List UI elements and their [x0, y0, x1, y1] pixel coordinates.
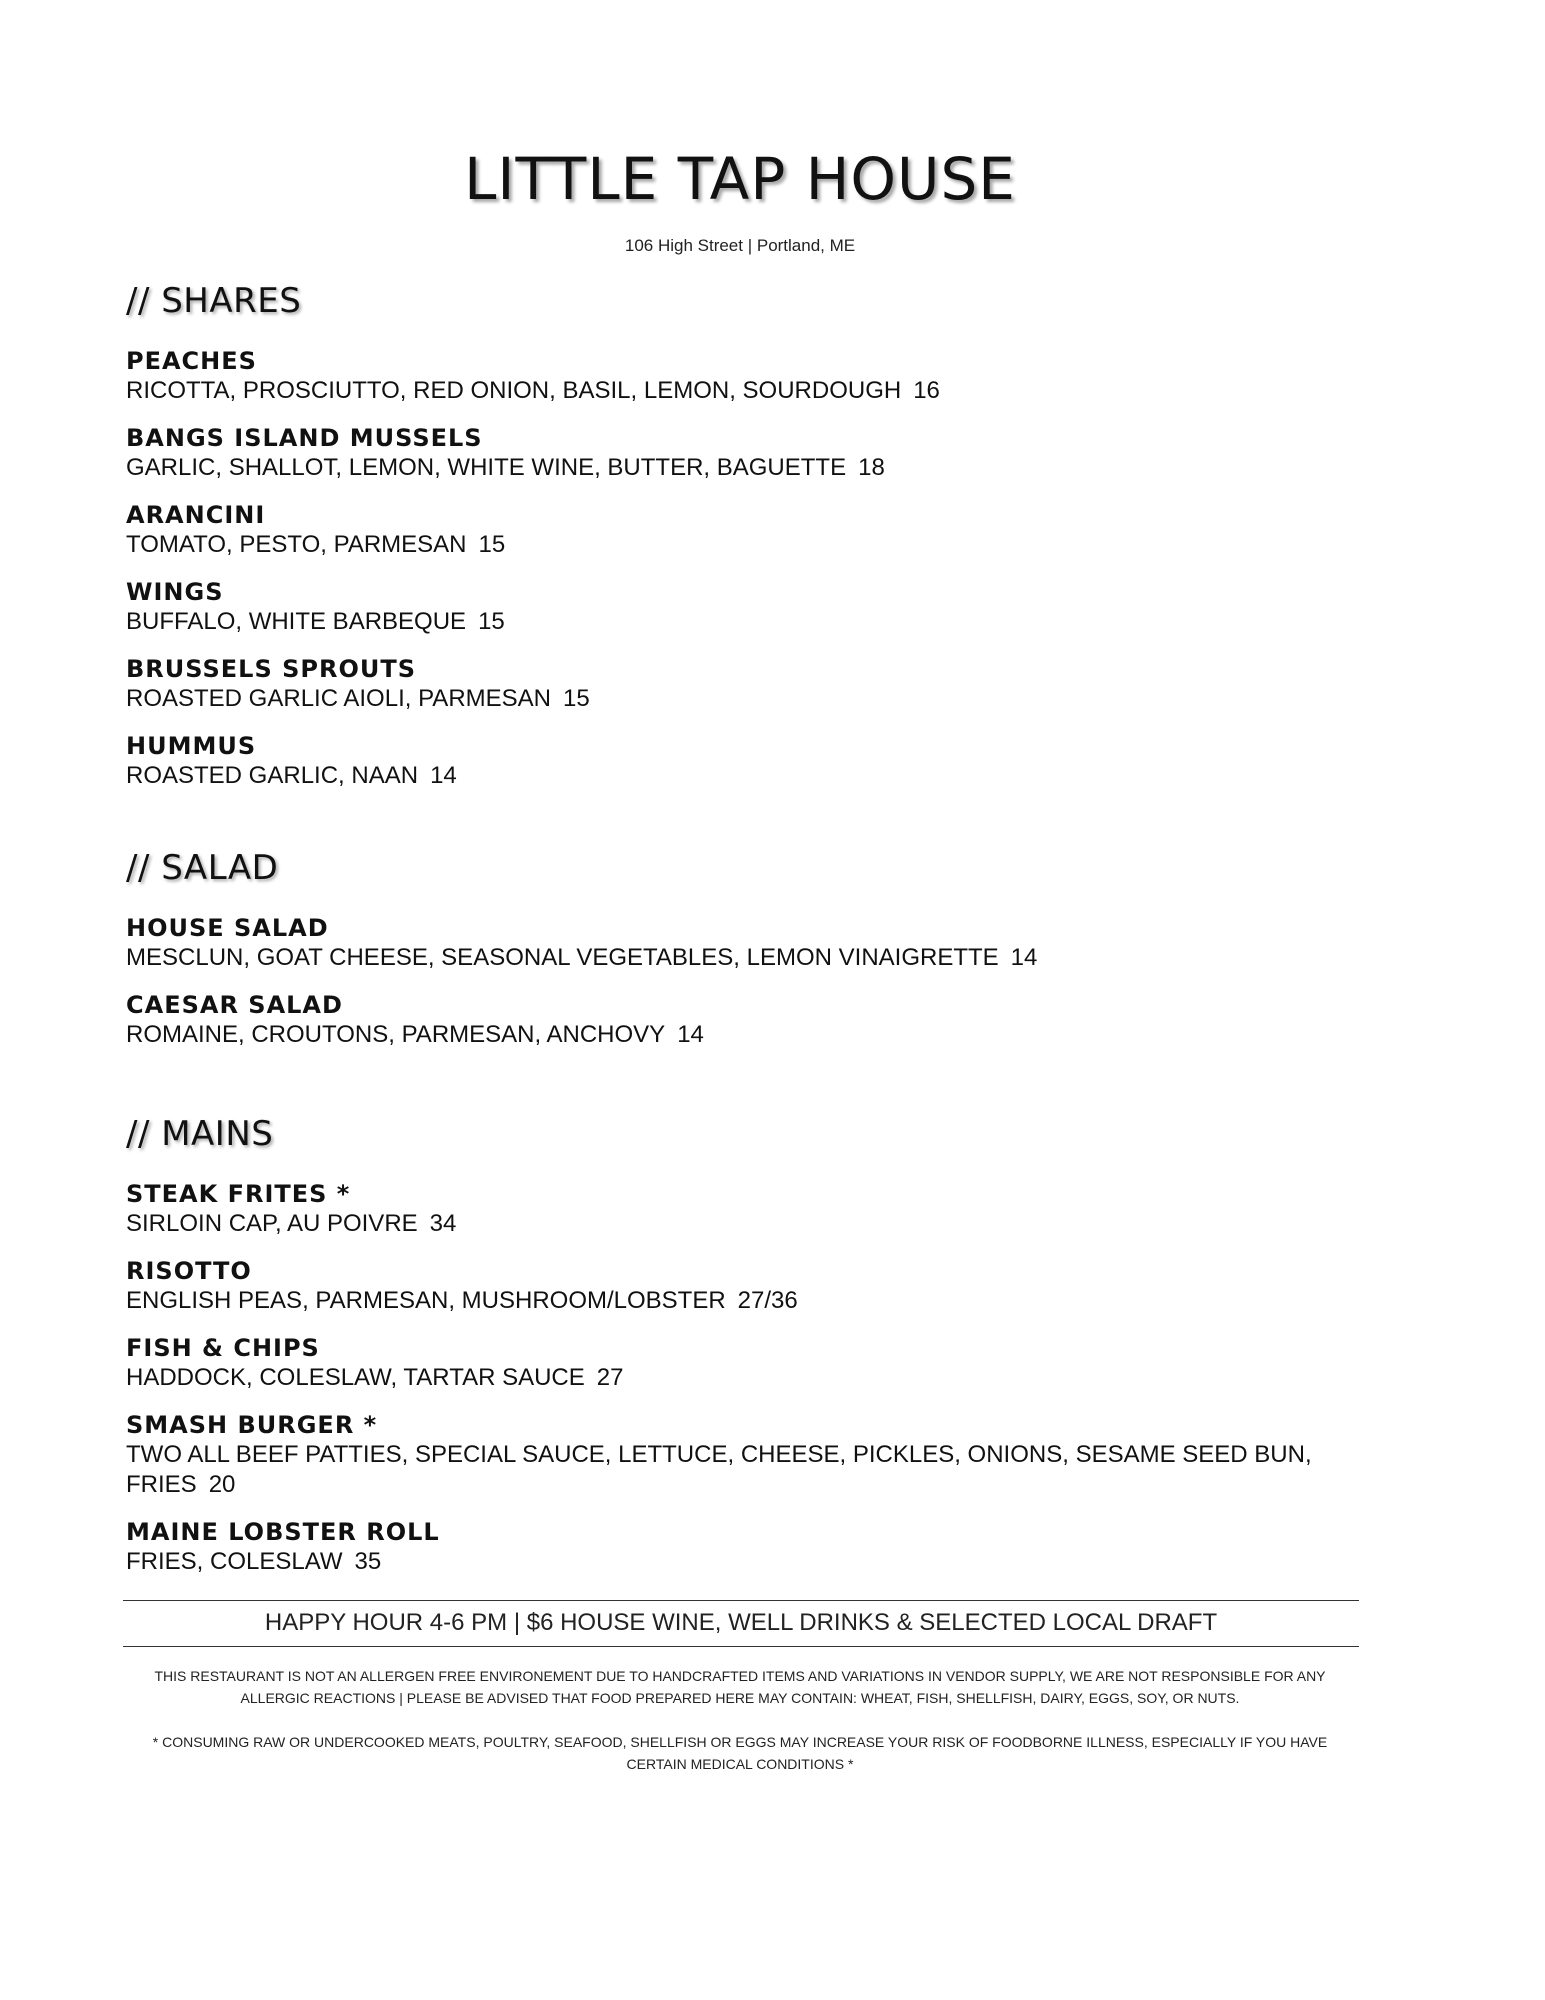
item-price: 15	[563, 685, 590, 713]
item-name: CAESAR SALAD	[126, 991, 343, 1020]
menu-item	[126, 990, 1376, 1050]
item-description	[126, 1020, 1376, 1050]
menu-item	[126, 1256, 1376, 1316]
item-price: 14	[430, 762, 457, 790]
item-price: 20	[208, 1471, 236, 1499]
item-desc-text: BUFFALO, WHITE BARBEQUE	[126, 608, 467, 636]
item-desc-text: ENGLISH PEAS, PARMESAN, MUSHROOM/LOBSTER	[126, 1287, 726, 1315]
item-description	[126, 1209, 1376, 1239]
item-description	[126, 376, 1376, 406]
item-name: ARANCINI	[126, 501, 266, 530]
item-desc-text: ROASTED GARLIC AIOLI, PARMESAN	[126, 685, 551, 713]
item-desc-text: FRIES, COLESLAW	[126, 1548, 343, 1576]
item-description	[126, 1440, 1376, 1500]
item-description	[126, 1547, 1376, 1577]
menu-item	[126, 1410, 1376, 1500]
menu-item	[126, 1333, 1376, 1393]
item-price: 15	[478, 531, 506, 559]
restaurant-address: 106 High Street | Portland, ME	[624, 236, 856, 255]
menu-item	[126, 654, 1376, 714]
item-desc-text: ROASTED GARLIC, NAAN	[126, 762, 419, 790]
menu-item	[126, 1517, 1376, 1577]
item-description	[126, 1286, 1376, 1316]
item-name: FISH & CHIPS	[126, 1334, 320, 1363]
item-desc-text: TWO ALL BEEF PATTIES, SPECIAL SAUCE, LETTUCE, CHEESE, PICKLES, ONIONS, SESAME SEED BUN, FRIES	[126, 1441, 1312, 1499]
item-desc-text: HADDOCK, COLESLAW, TARTAR SAUCE	[126, 1364, 585, 1392]
menu-item	[126, 731, 1376, 791]
item-price: 35	[354, 1548, 382, 1576]
item-name: MAINE LOBSTER ROLL	[126, 1518, 440, 1547]
restaurant-title: LITTLE TAP HOUSE	[464, 145, 1016, 213]
item-price: 15	[478, 608, 505, 636]
menu-item	[126, 913, 1376, 973]
item-description	[126, 684, 1376, 714]
section-mains	[126, 1116, 1376, 1594]
item-price: 14	[677, 1021, 704, 1049]
menu-item	[126, 423, 1376, 483]
item-description	[126, 607, 1376, 637]
item-price: 18	[858, 454, 885, 482]
item-name: BRUSSELS SPROUTS	[126, 655, 416, 684]
menu-item	[126, 346, 1376, 406]
item-price: 34	[429, 1210, 457, 1238]
menu-item	[126, 577, 1376, 637]
item-description	[126, 1363, 1376, 1393]
item-name: PEACHES	[126, 347, 257, 376]
raw-food-notice: * CONSUMING RAW OR UNDERCOOKED MEATS, POULTRY, SEAFOOD, SHELLFISH OR EGGS MAY INCREASE YOUR RISK OF FOODBORNE ILLNESS, ESPECIALLY IF YOU HAVE CERTAIN MEDICAL CONDITIONS *	[152, 1734, 1328, 1772]
item-description	[126, 761, 1376, 791]
happy-hour-banner: HAPPY HOUR 4-6 PM | $6 HOUSE WINE, WELL DRINKS & SELECTED LOCAL DRAFT	[264, 1609, 1218, 1636]
item-name: BANGS ISLAND MUSSELS	[126, 424, 483, 453]
item-description	[126, 453, 1376, 483]
menu-item	[126, 500, 1376, 560]
item-desc-text: SIRLOIN CAP, AU POIVRE	[126, 1210, 418, 1238]
item-desc-text: MESCLUN, GOAT CHEESE, SEASONAL VEGETABLES, LEMON VINAIGRETTE	[126, 944, 999, 972]
allergen-notice: THIS RESTAURANT IS NOT AN ALLERGEN FREE ENVIRONEMENT DUE TO HANDCRAFTED ITEMS AND VARIATIONS IN VENDOR SUPPLY, WE ARE NOT RESPONSIBLE FOR ANY ALLERGIC REACTIONS | PLEASE BE ADVISED THAT FOOD PREPARED HERE MAY CONTAIN: WHEAT, FISH, SHELLFISH, DAIRY, EGGS, SOY, OR NUTS.	[154, 1668, 1326, 1706]
section-salad	[126, 850, 1376, 1067]
item-name: RISOTTO	[126, 1257, 252, 1286]
item-description	[126, 943, 1376, 973]
menu-item	[126, 1179, 1376, 1239]
section-heading: // SHARES	[126, 281, 302, 321]
item-desc-text: TOMATO, PESTO, PARMESAN	[126, 531, 467, 559]
item-desc-text: RICOTTA, PROSCIUTTO, RED ONION, BASIL, LEMON, SOURDOUGH	[126, 377, 902, 405]
item-price: 16	[913, 377, 940, 405]
top-divider	[123, 1600, 1359, 1601]
item-name: SMASH BURGER *	[126, 1411, 378, 1440]
section-heading: // MAINS	[126, 1114, 274, 1154]
bottom-divider	[123, 1646, 1359, 1647]
item-price: 27	[596, 1364, 624, 1392]
item-description	[126, 530, 1376, 560]
item-name: HOUSE SALAD	[126, 914, 329, 943]
item-desc-text: GARLIC, SHALLOT, LEMON, WHITE WINE, BUTTER, BAGUETTE	[126, 454, 847, 482]
item-name: HUMMUS	[126, 732, 257, 761]
item-desc-text: ROMAINE, CROUTONS, PARMESAN, ANCHOVY	[126, 1021, 666, 1049]
item-name: STEAK FRITES *	[126, 1180, 351, 1209]
section-shares	[126, 283, 1376, 808]
item-price: 14	[1010, 944, 1038, 972]
item-price: 27/36	[737, 1287, 798, 1315]
item-name: WINGS	[126, 578, 224, 607]
section-heading: // SALAD	[126, 848, 279, 888]
